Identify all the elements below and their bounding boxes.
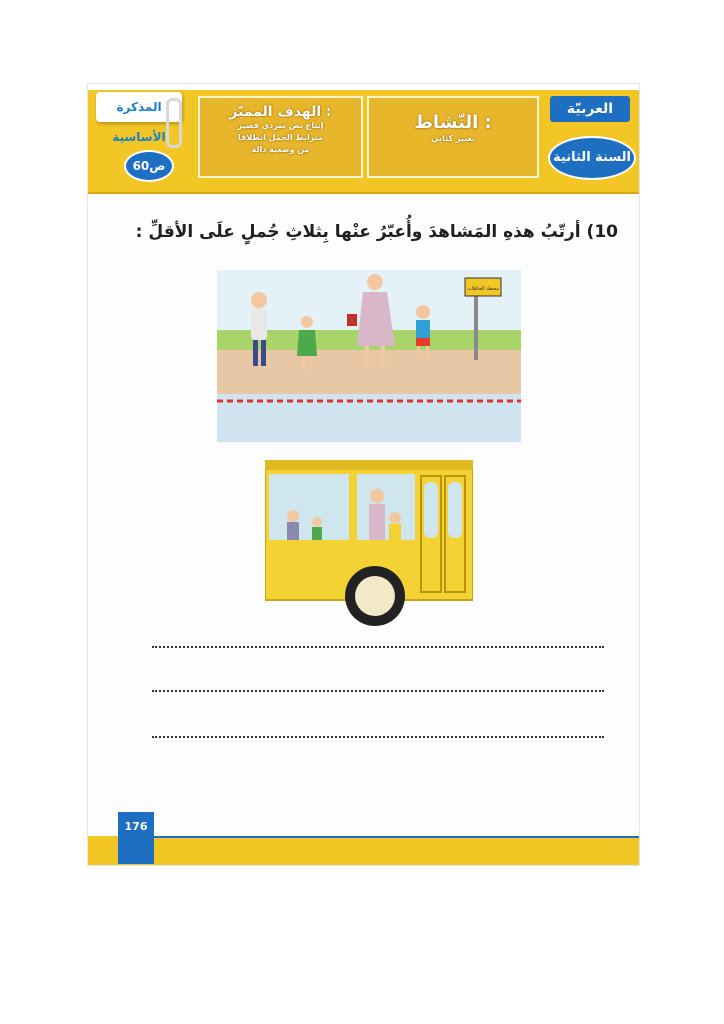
woman-bag [347, 314, 357, 326]
bus-stop-sign-text: محطة الحافلات [466, 286, 500, 292]
girl-dress [297, 330, 317, 356]
passenger-body [369, 504, 385, 540]
goal-line-1: إنتاج نص سردي قصير [237, 121, 324, 130]
answer-line-1[interactable] [152, 646, 604, 648]
worksheet-page [88, 84, 639, 865]
passenger-body [312, 527, 322, 540]
boy-shorts [416, 338, 430, 346]
wheel-hub [355, 576, 395, 616]
passenger-head [312, 517, 322, 527]
passenger-head [287, 510, 299, 522]
door-window [424, 482, 438, 538]
activity-title: النّشاط : [414, 112, 492, 133]
woman-leg [381, 346, 385, 366]
answer-line-3[interactable] [152, 736, 604, 738]
bus-roof [265, 460, 473, 470]
paperclip-icon [166, 98, 182, 148]
man-leg [261, 340, 266, 366]
footer-banner [88, 828, 639, 865]
man-leg [253, 340, 258, 366]
man-body [251, 308, 267, 340]
boy-leg [417, 346, 420, 360]
street-scene-illustration [217, 270, 521, 442]
answer-line-2[interactable] [152, 690, 604, 692]
activity-subtitle: تعبير كتابي [431, 134, 475, 143]
page-number: 176 [118, 812, 154, 864]
footer-white-strip [88, 828, 639, 836]
passenger-head [370, 489, 384, 503]
header-banner [88, 84, 639, 194]
girl-leg [302, 356, 305, 370]
goal-line-2: مترابط الجمل انطلاقا [238, 133, 323, 142]
bus-window [269, 474, 349, 540]
boy-head [416, 305, 430, 319]
memo-badge [94, 90, 184, 180]
goal-line-3: من وضعية دالة [251, 145, 310, 154]
passenger-body [287, 522, 299, 540]
girl-head [301, 316, 313, 328]
footer-line [154, 836, 639, 838]
sign-pole [474, 290, 478, 360]
activity-box [367, 96, 539, 178]
door-window [448, 482, 462, 538]
subject-badge: العربيّة [550, 96, 630, 122]
woman-leg [365, 346, 369, 366]
woman-head [367, 274, 383, 290]
memo-page-badge: ص60 [124, 150, 174, 182]
man-head [251, 292, 267, 308]
grade-badge: السنة الثانية [548, 136, 636, 180]
boy-leg [426, 346, 429, 360]
passenger-head [389, 512, 401, 524]
bus-window [357, 474, 415, 540]
goal-title: الهدف المميّز : [229, 104, 332, 120]
exercise-question: 10) أرتّبُ هذهِ المَشاهدَ وأُعبّرُ عنْها بِثلاثِ جُملٍ علَى الأقلِّ : [135, 222, 618, 242]
passenger-body [389, 524, 401, 540]
boy-shirt [416, 320, 430, 338]
memo-title: المذكرة الأساسية [96, 92, 182, 122]
goal-box [198, 96, 363, 178]
bus-scene-illustration [265, 460, 473, 632]
girl-leg [309, 356, 312, 370]
